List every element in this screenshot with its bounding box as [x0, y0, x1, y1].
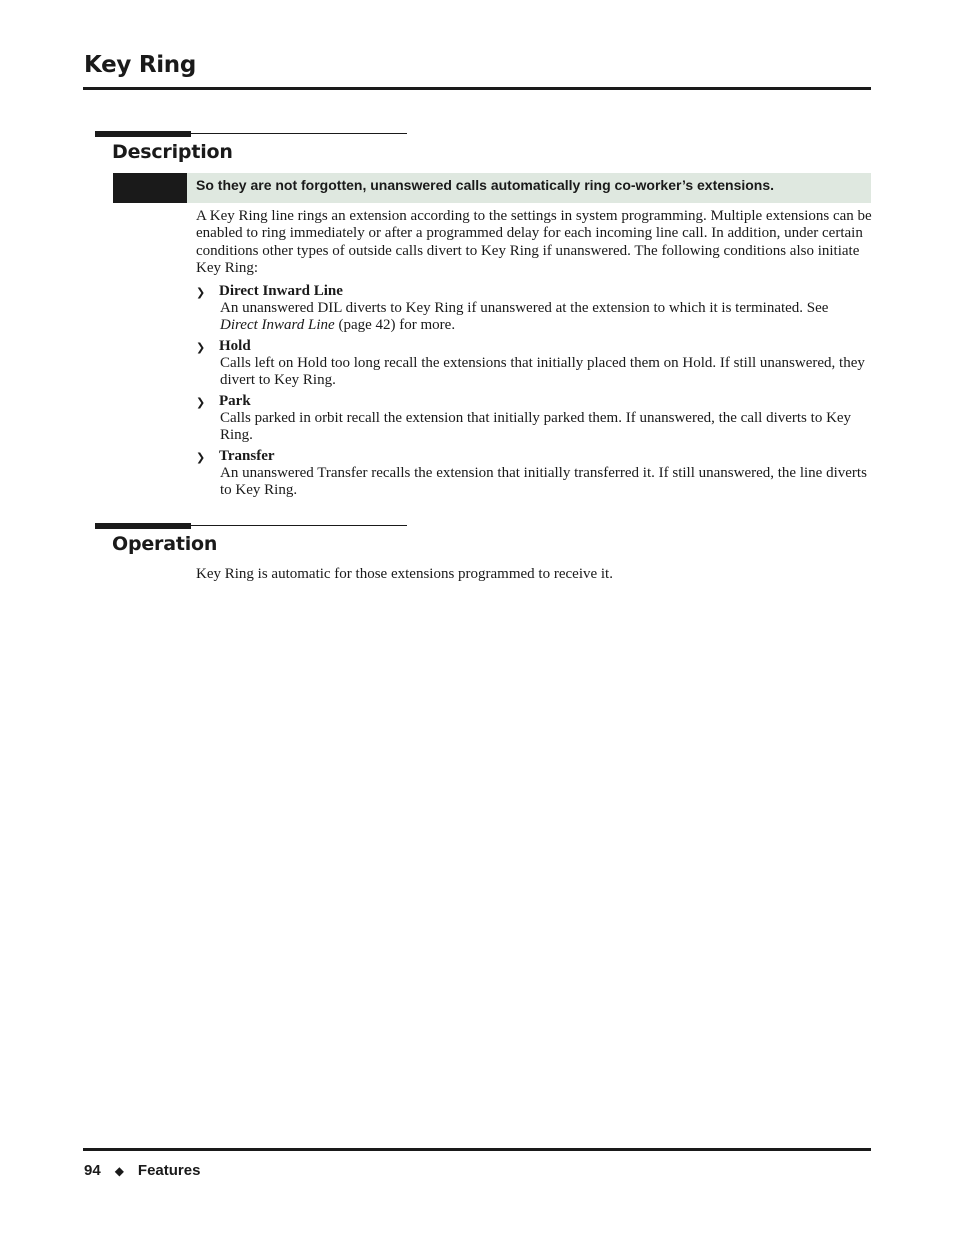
list-item-text: An unanswered Transfer recalls the extension that initially transferred it. If still unanswered, the line diverts to Key Ring. — [220, 465, 867, 498]
bullet-arrow-icon: ❯ — [196, 396, 206, 409]
summary-marker-block — [113, 173, 187, 203]
list-item — [196, 338, 872, 389]
list-item-text-main: An unanswered DIL diverts to Key Ring if unanswered at the extension to which it is terminated. See — [220, 300, 829, 316]
cross-reference-link[interactable]: Direct Inward Line — [220, 317, 335, 333]
footer-rule — [83, 1148, 871, 1151]
list-item-title: Transfer — [219, 448, 275, 464]
list-item-title: Hold — [219, 338, 251, 354]
page-title: Key Ring — [84, 52, 197, 78]
operation-text: Key Ring is automatic for those extensions programmed to receive it. — [196, 566, 613, 582]
operation-rule-thin — [190, 525, 407, 526]
cross-reference-page: (page 42) for more. — [334, 317, 456, 333]
footer-section-name: Features — [137, 1162, 201, 1179]
title-rule — [83, 87, 871, 90]
list-item — [196, 393, 872, 444]
summary-banner: So they are not forgotten, unanswered calls automatically ring co-worker’s extensions. — [187, 173, 871, 203]
list-item-text: Calls left on Hold too long recall the extensions that initially placed them on Hold. If still unanswered, they divert to Key Ring. — [220, 355, 865, 388]
list-item-title: Park — [219, 393, 251, 409]
page-footer — [84, 1162, 200, 1179]
diamond-icon: ◆ — [114, 1164, 124, 1178]
list-item-text — [220, 300, 872, 334]
list-item — [196, 283, 872, 334]
description-heading: Description — [112, 141, 233, 163]
list-item — [196, 448, 872, 499]
description-rule-thin — [190, 133, 407, 134]
bullet-arrow-icon: ❯ — [196, 451, 206, 464]
operation-heading: Operation — [112, 533, 218, 555]
operation-rule-thick — [95, 523, 191, 529]
description-rule-thick — [95, 131, 191, 137]
description-intro: A Key Ring line rings an extension according to the settings in system programming. Multiple extensions can be enabled to ring immediately or after a programmed delay for each incoming line call. In addition, under certain conditions other types of outside calls divert to Key Ring if unanswered. The following conditions also initiate Key Ring: — [196, 208, 872, 277]
list-item-title: Direct Inward Line — [219, 283, 343, 299]
list-item-text: Calls parked in orbit recall the extension that initially parked them. If unanswered, the call diverts to Key Ring. — [220, 410, 852, 443]
conditions-list — [196, 283, 872, 503]
page-number: 94 — [84, 1162, 101, 1179]
bullet-arrow-icon: ❯ — [196, 341, 206, 354]
bullet-arrow-icon: ❯ — [196, 286, 206, 299]
